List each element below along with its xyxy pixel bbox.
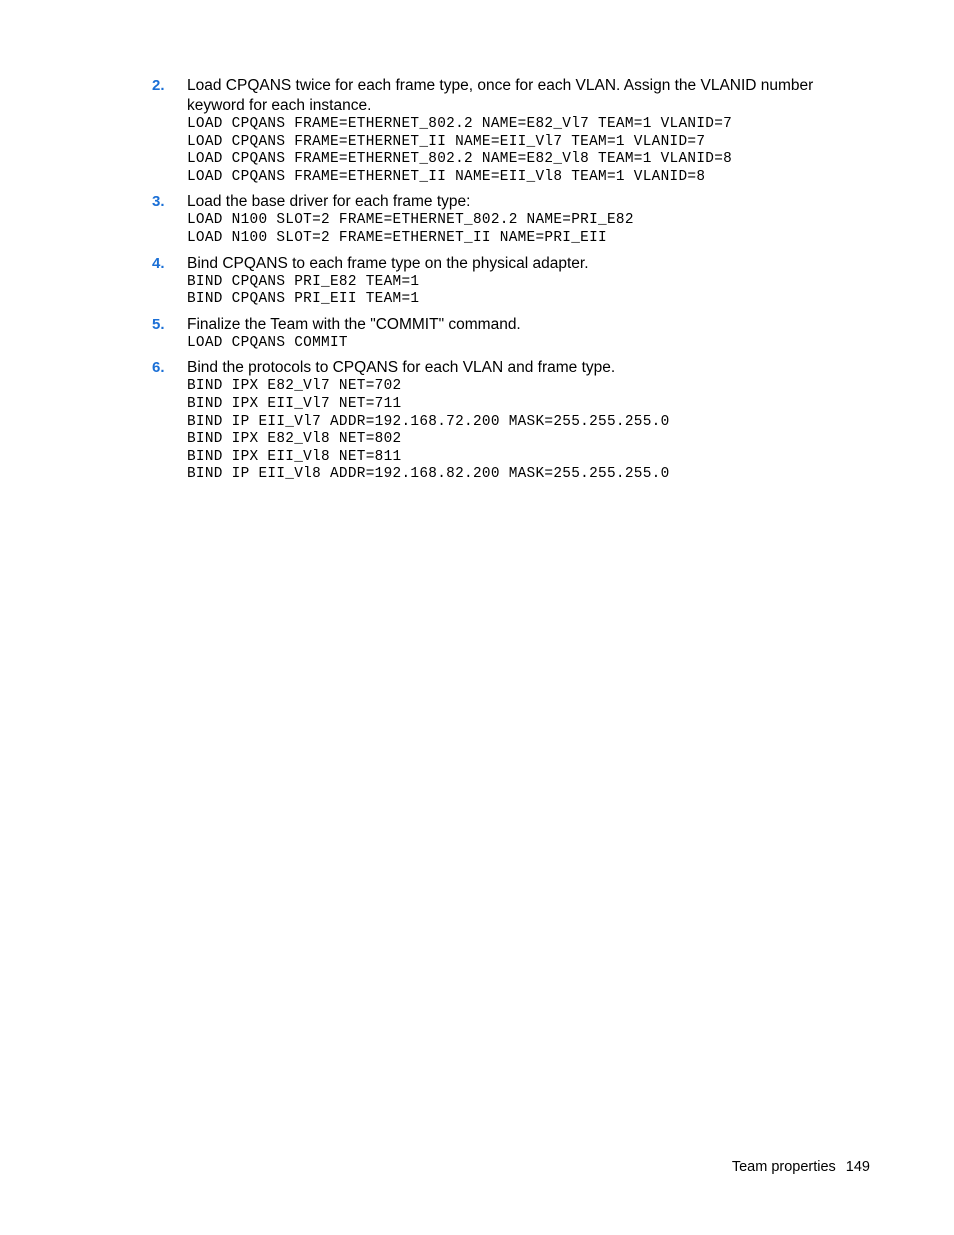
step-3 [152,192,852,247]
step-text: Bind CPQANS to each frame type on the physical adapter. [187,254,589,272]
step-4 [152,254,852,309]
page-footer [680,1157,870,1177]
code-line: LOAD CPQANS FRAME=ETHERNET_802.2 NAME=E82_Vl7 TEAM=1 VLANID=7 [187,116,733,132]
step-number: 6. [152,359,165,377]
step-2 [152,76,852,186]
code-line: BIND IPX EII_Vl8 NET=811 [187,448,402,465]
step-body [187,254,852,309]
step-text: Finalize the Team with the "COMMIT" command. [187,315,521,333]
step-body [187,192,852,247]
code-line: LOAD CPQANS FRAME=ETHERNET_II NAME=EII_Vl8 TEAM=1 VLANID=8 [187,168,706,185]
step-text: Bind the protocols to CPQANS for each VLAN and frame type. [187,359,616,377]
code-line: LOAD N100 SLOT=2 FRAME=ETHERNET_II NAME=PRI_EII [187,229,607,246]
step-text: Load the base driver for each frame type: [187,193,471,211]
code-line: LOAD CPQANS COMMIT [187,334,348,351]
code-line: BIND IPX E82_Vl7 NET=702 [187,378,402,395]
code-line: BIND CPQANS PRI_E82 TEAM=1 [187,273,420,290]
code-line: BIND IPX E82_Vl8 NET=802 [187,431,402,448]
step-6 [152,358,852,484]
step-body [187,315,852,353]
step-body [187,76,852,186]
code-line: LOAD CPQANS FRAME=ETHERNET_II NAME=EII_Vl7 TEAM=1 VLANID=7 [187,133,706,150]
step-5 [152,315,852,353]
code-line: LOAD CPQANS FRAME=ETHERNET_802.2 NAME=E82_Vl8 TEAM=1 VLANID=8 [187,151,733,168]
step-text: Load CPQANS twice for each frame type, once for each VLAN. Assign the VLANID number keyword for each instance. [187,77,814,114]
code-line: LOAD N100 SLOT=2 FRAME=ETHERNET_802.2 NAME=PRI_E82 [187,212,634,229]
step-body [187,358,852,484]
code-line: BIND CPQANS PRI_EII TEAM=1 [187,291,420,308]
page-number: 149 [845,1159,870,1175]
footer-section-title: Team properties [731,1159,836,1175]
step-number: 4. [152,254,165,272]
code-line: BIND IP EII_Vl8 ADDR=192.168.82.200 MASK=255.255.255.0 [187,466,670,483]
code-line: BIND IPX EII_Vl7 NET=711 [187,395,402,412]
step-number: 2. [152,77,165,94]
step-number: 5. [152,315,165,333]
procedure-steps [152,76,852,490]
step-number: 3. [152,193,165,211]
code-line: BIND IP EII_Vl7 ADDR=192.168.72.200 MASK=255.255.255.0 [187,413,670,430]
